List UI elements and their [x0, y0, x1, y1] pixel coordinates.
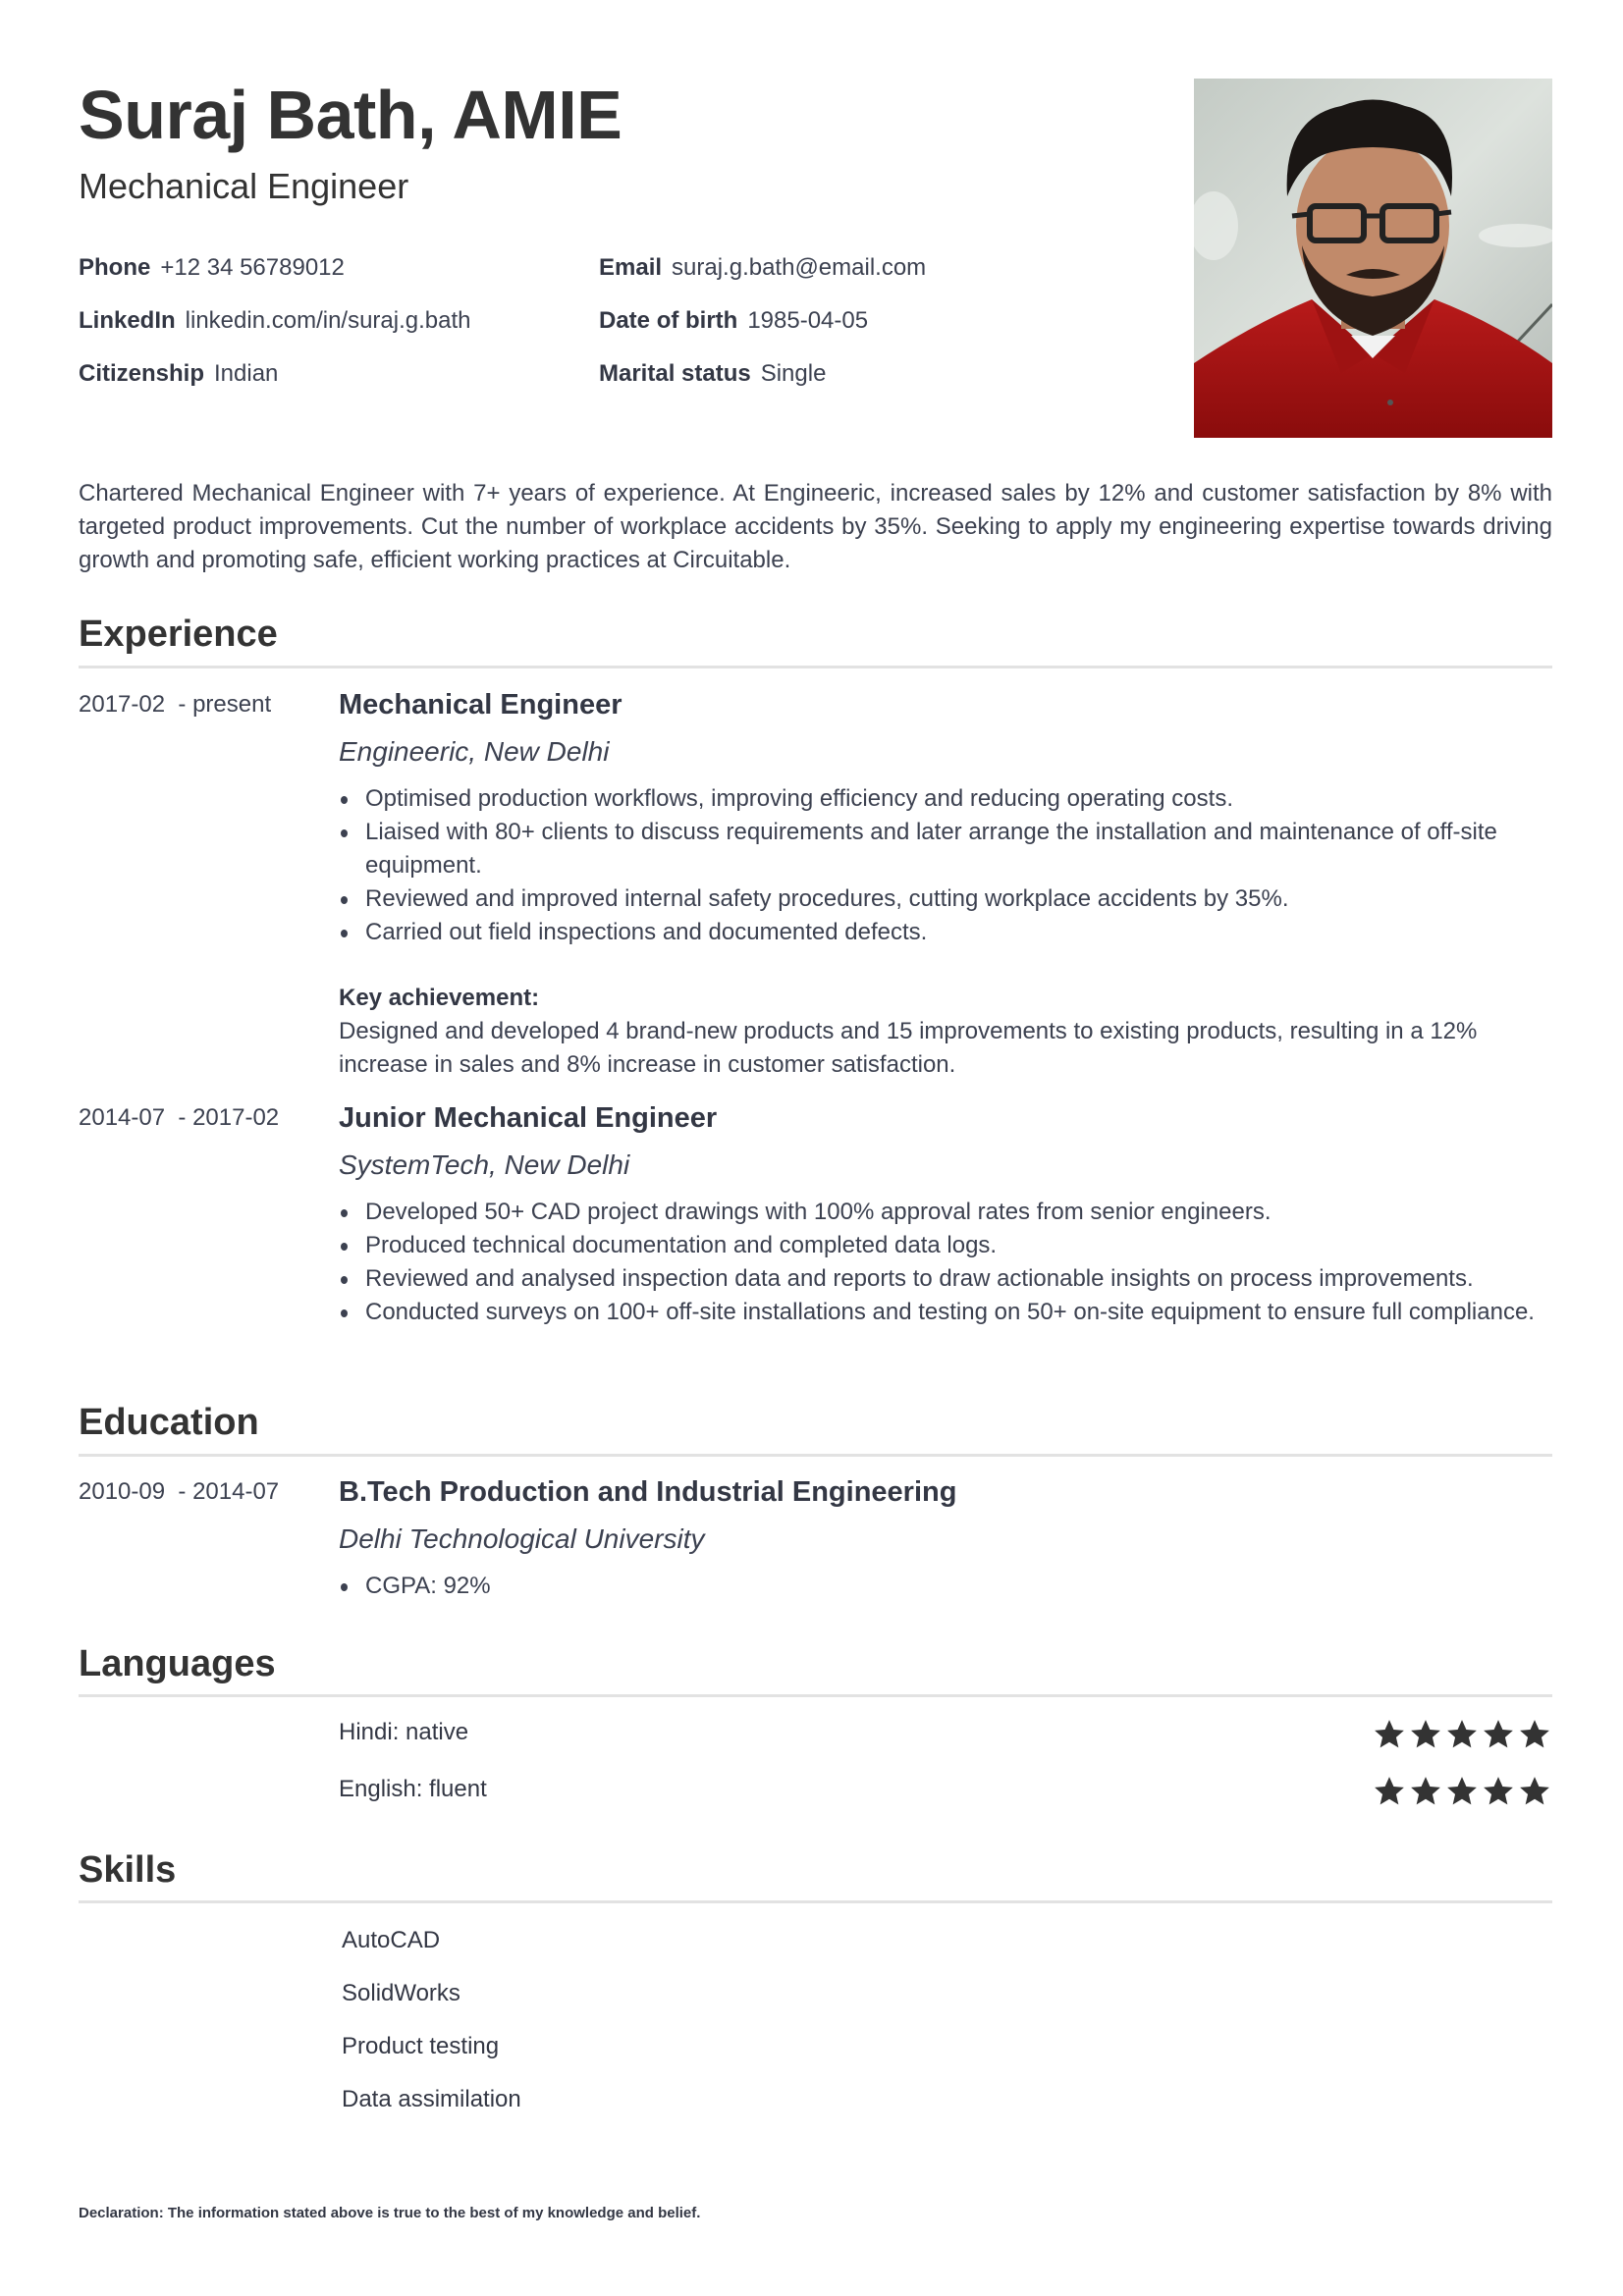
- portrait-illustration-icon: [1194, 79, 1552, 438]
- language-label: English: fluent: [339, 1776, 487, 1802]
- contact-label: Email: [599, 254, 663, 281]
- section-divider: [79, 1900, 1552, 1903]
- key-achievement-text: Designed and developed 4 brand-new products and 15 improvements to existing products, resulting in a 12% increase in sales and 8% increase in customer satisfaction.: [339, 1018, 1478, 1078]
- skill-item: AutoCAD: [342, 1927, 441, 1953]
- star-filled-icon: [1372, 1775, 1407, 1808]
- key-achievement-label: Key achievement:: [339, 985, 540, 1011]
- skill-item: SolidWorks: [342, 1980, 460, 2006]
- contact-value: suraj.g.bath@email.com: [672, 254, 927, 281]
- contact-label: Citizenship: [79, 360, 205, 387]
- candidate-name: Suraj Bath, AMIE: [79, 77, 622, 153]
- list-item: Liaised with 80+ clients to discuss requirements and later arrange the installation and maintenance of off-site equipment.: [339, 816, 1552, 882]
- list-item: Optimised production workflows, improving efficiency and reducing operating costs.: [339, 782, 1552, 816]
- list-item: Developed 50+ CAD project drawings with 100% approval rates from senior engineers.: [339, 1196, 1552, 1229]
- contact-value: linkedin.com/in/suraj.g.bath: [185, 307, 471, 334]
- section-divider: [79, 1454, 1552, 1457]
- contact-value: Indian: [214, 360, 279, 387]
- star-filled-icon: [1481, 1775, 1516, 1808]
- section-heading-education: Education: [79, 1402, 259, 1443]
- list-item: Reviewed and analysed inspection data and reports to draw actionable insights on process improvements.: [339, 1262, 1552, 1296]
- contact-linkedin: [79, 306, 599, 336]
- contact-value: 1985-04-05: [747, 307, 869, 334]
- list-item: CGPA: 92%: [339, 1570, 1552, 1603]
- section-heading-skills: Skills: [79, 1849, 177, 1891]
- star-filled-icon: [1481, 1718, 1516, 1751]
- entry-dates: 2017-02 - present: [79, 691, 272, 718]
- language-item: [339, 1773, 1552, 1812]
- section-heading-experience: Experience: [79, 614, 278, 655]
- list-item: Reviewed and improved internal safety procedures, cutting workplace accidents by 35%.: [339, 882, 1552, 916]
- contact-label: LinkedIn: [79, 307, 176, 334]
- star-filled-icon: [1517, 1775, 1552, 1808]
- entry-dates: 2010-09 - 2014-07: [79, 1478, 280, 1505]
- contact-label: Marital status: [599, 360, 751, 387]
- skill-item: Data assimilation: [342, 2086, 521, 2112]
- contact-value: +12 34 56789012: [160, 254, 345, 281]
- contact-details: [79, 253, 1119, 412]
- language-item: [339, 1716, 1552, 1755]
- star-filled-icon: [1444, 1775, 1480, 1808]
- responsibilities-list: [339, 1196, 1552, 1329]
- language-label: Hindi: native: [339, 1719, 469, 1745]
- contact-citizenship: [79, 359, 599, 389]
- job-title: Junior Mechanical Engineer: [339, 1102, 718, 1134]
- entry-dates: 2014-07 - 2017-02: [79, 1104, 280, 1131]
- contact-marital-status: [599, 359, 1119, 389]
- degree-title: B.Tech Production and Industrial Engineering: [339, 1476, 957, 1508]
- contact-phone: [79, 253, 599, 283]
- responsibilities-list: [339, 782, 1552, 949]
- institution: Delhi Technological University: [339, 1523, 705, 1554]
- section-heading-languages: Languages: [79, 1643, 276, 1684]
- list-item: Conducted surveys on 100+ off-site installations and testing on 50+ on-site equipment to ensure full compliance.: [339, 1296, 1552, 1329]
- list-item: Carried out field inspections and documented defects.: [339, 916, 1552, 949]
- star-filled-icon: [1408, 1775, 1443, 1808]
- star-filled-icon: [1517, 1718, 1552, 1751]
- education-details-list: [339, 1570, 1552, 1603]
- candidate-headline: Mechanical Engineer: [79, 166, 409, 206]
- job-title: Mechanical Engineer: [339, 689, 622, 721]
- profile-photo: [1194, 79, 1552, 438]
- language-rating: [1372, 1775, 1552, 1808]
- list-item: Produced technical documentation and completed data logs.: [339, 1229, 1552, 1262]
- declaration-statement: Declaration: The information stated above is true to the best of my knowledge and belief.: [79, 2205, 701, 2221]
- star-filled-icon: [1444, 1718, 1480, 1751]
- contact-value: Single: [760, 360, 827, 387]
- employer-location: SystemTech, New Delhi: [339, 1149, 630, 1180]
- contact-label: Date of birth: [599, 307, 738, 334]
- professional-summary: Chartered Mechanical Engineer with 7+ years of experience. At Engineeric, increased sales by 12% and customer satisfaction by 8% with targeted product improvements. Cut the number of workplace accidents by 35%. Seeking to apply my engineering expertise towards driving growth and promoting safe, efficient working practices at Circuitable.: [79, 480, 1552, 573]
- star-filled-icon: [1408, 1718, 1443, 1751]
- contact-label: Phone: [79, 254, 151, 281]
- section-divider: [79, 666, 1552, 668]
- section-divider: [79, 1694, 1552, 1697]
- star-filled-icon: [1372, 1718, 1407, 1751]
- skill-item: Product testing: [342, 2033, 500, 2059]
- contact-email: [599, 253, 1119, 283]
- language-rating: [1372, 1718, 1552, 1751]
- employer-location: Engineeric, New Delhi: [339, 736, 610, 767]
- contact-date-of-birth: [599, 306, 1119, 336]
